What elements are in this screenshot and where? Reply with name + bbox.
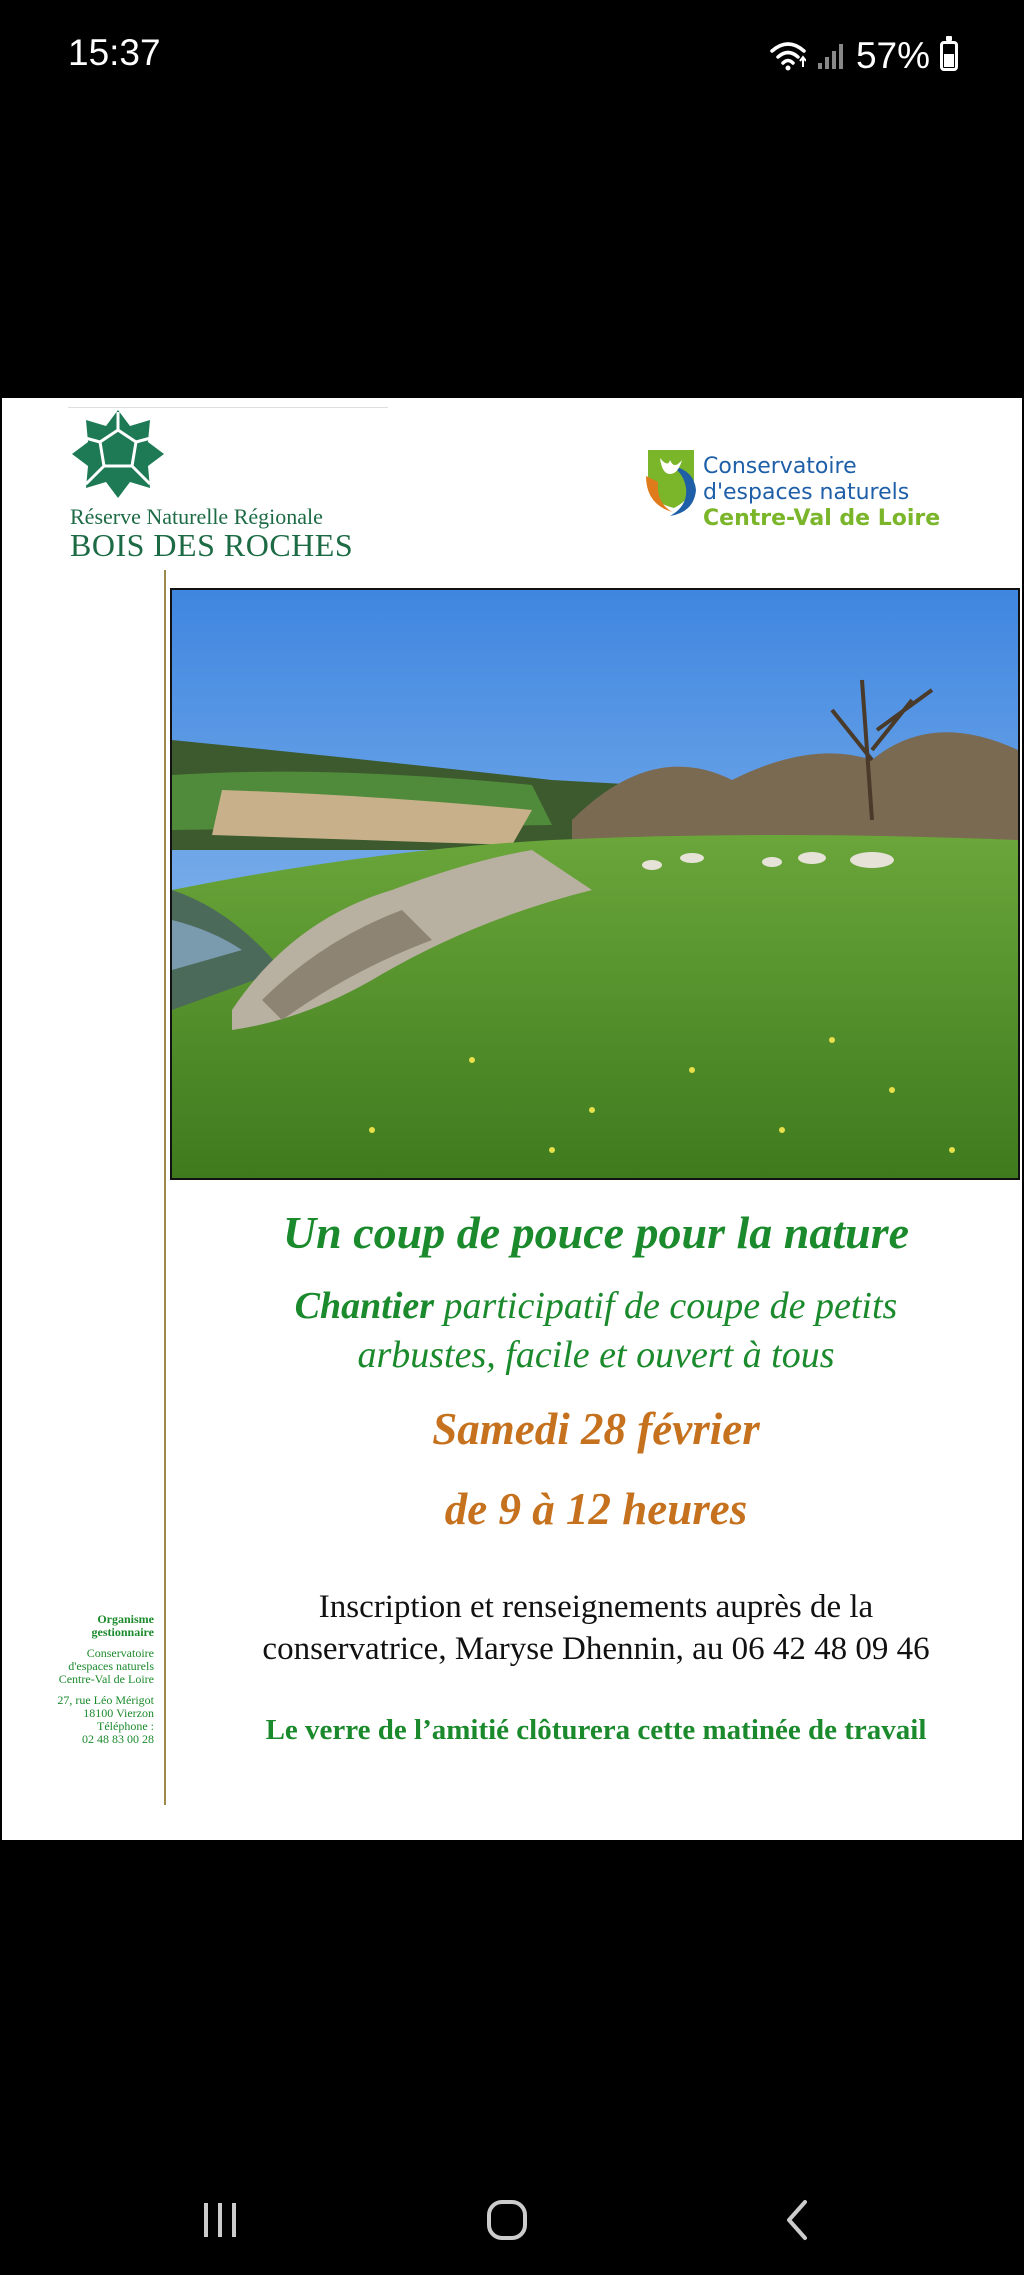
organisme-gestionnaire [22,1613,154,1746]
org-addr1: 27, rue Léo Mérigot [57,1693,154,1707]
org-title1: Organisme [97,1612,154,1626]
reserve-name: BOIS DES ROCHES [70,527,354,563]
reserve-star-icon [70,408,166,500]
cen-logo-icon [642,446,700,516]
org-addr3: Téléphone : [97,1719,154,1733]
status-time: 15:37 [68,32,161,73]
event-date: Samedi 28 février [432,1404,760,1454]
status-indicators [770,32,958,80]
org-title2: gestionnaire [91,1625,154,1639]
event-hours: de 9 à 12 heures [444,1484,748,1534]
home-icon [486,2199,528,2241]
navigation-bar [0,2160,1024,2270]
wifi-icon [770,41,806,71]
registration-info [170,1586,1022,1670]
reserve-subtitle: Réserve Naturelle Régionale [70,504,323,529]
status-bar [0,0,1024,110]
subtitle-bold: Chantier [294,1285,435,1327]
org-addr2: 18100 Vierzon [83,1706,154,1720]
landscape-photo [170,588,1020,1180]
back-icon [783,2198,811,2242]
event-poster [2,398,1022,1840]
info-line1: Inscription et renseignements auprès de la [318,1589,874,1625]
recent-apps-button[interactable] [185,2190,255,2250]
org-addr4: 02 48 83 00 28 [82,1732,154,1746]
cen-line2: d'espaces naturels [703,480,910,505]
signal-icon [816,41,846,71]
home-button[interactable] [472,2190,542,2250]
closing-note: Le verre de l’amitié clôturera cette matinée de travail [265,1714,927,1746]
poster-subtitle [170,1282,1022,1380]
org-name3: Centre-Val de Loire [58,1672,154,1686]
cen-line1: Conservatoire [703,454,857,479]
vertical-divider [164,570,166,1805]
org-name1: Conservatoire [86,1646,154,1660]
subtitle-line2: arbustes, facile et ouvert à tous [357,1334,835,1376]
info-line2: conservatrice, Maryse Dhennin, au 06 42 48 09 46 [262,1631,930,1667]
battery-icon [940,41,958,71]
org-name2: d'espaces naturels [68,1659,154,1673]
reserve-logo [68,408,398,563]
cen-logo [642,446,982,546]
poster-headline: Un coup de pouce pour la nature [282,1207,910,1258]
subtitle-line1: participatif de coupe de petits [434,1285,898,1327]
back-button[interactable] [762,2190,832,2250]
battery-percentage: 57% [855,35,930,76]
recent-apps-icon [200,2201,240,2239]
cen-line3: Centre-Val de Loire [703,506,941,531]
